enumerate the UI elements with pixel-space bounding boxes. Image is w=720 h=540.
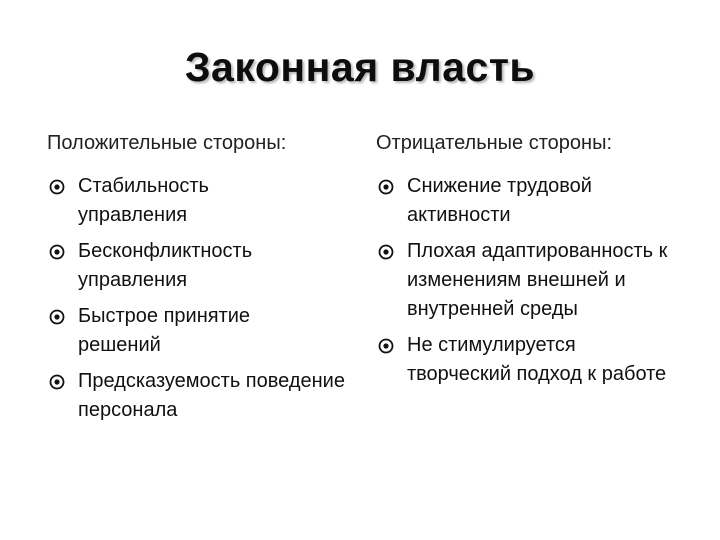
slide-title: Законная власть [184, 44, 536, 90]
list-item [376, 172, 667, 230]
positive-heading: Положительные стороны: [47, 132, 287, 154]
circled-dot-icon [49, 179, 65, 195]
list-item-text: Быстрое принятие решений [78, 305, 251, 356]
positive-column [47, 130, 352, 432]
circled-dot-icon [378, 244, 394, 260]
negative-list [376, 172, 676, 389]
list-item-text: Стабильность управления [78, 175, 209, 226]
positive-list [47, 172, 352, 425]
list-item [47, 172, 268, 230]
negative-heading: Отрицательные стороны: [376, 132, 613, 154]
list-item [47, 367, 363, 425]
list-item-text: Предсказуемость поведение персонала [78, 370, 345, 421]
list-item [376, 237, 707, 324]
circled-dot-icon [378, 338, 394, 354]
list-item [47, 237, 328, 295]
circled-dot-icon [49, 374, 65, 390]
list-item-text: Бесконфликтность управления [78, 240, 253, 291]
circled-dot-icon [49, 244, 65, 260]
circled-dot-icon [49, 309, 65, 325]
list-item [47, 302, 318, 360]
circled-dot-icon [378, 179, 394, 195]
negative-column [376, 130, 676, 396]
list-item [376, 331, 682, 389]
list-item-text: Не стимулируется творческий подход к работе [407, 334, 667, 385]
list-item-text: Плохая адаптированность к изменениям внешней и внутренней среды [407, 240, 668, 320]
list-item-text: Снижение трудовой активности [407, 175, 592, 226]
